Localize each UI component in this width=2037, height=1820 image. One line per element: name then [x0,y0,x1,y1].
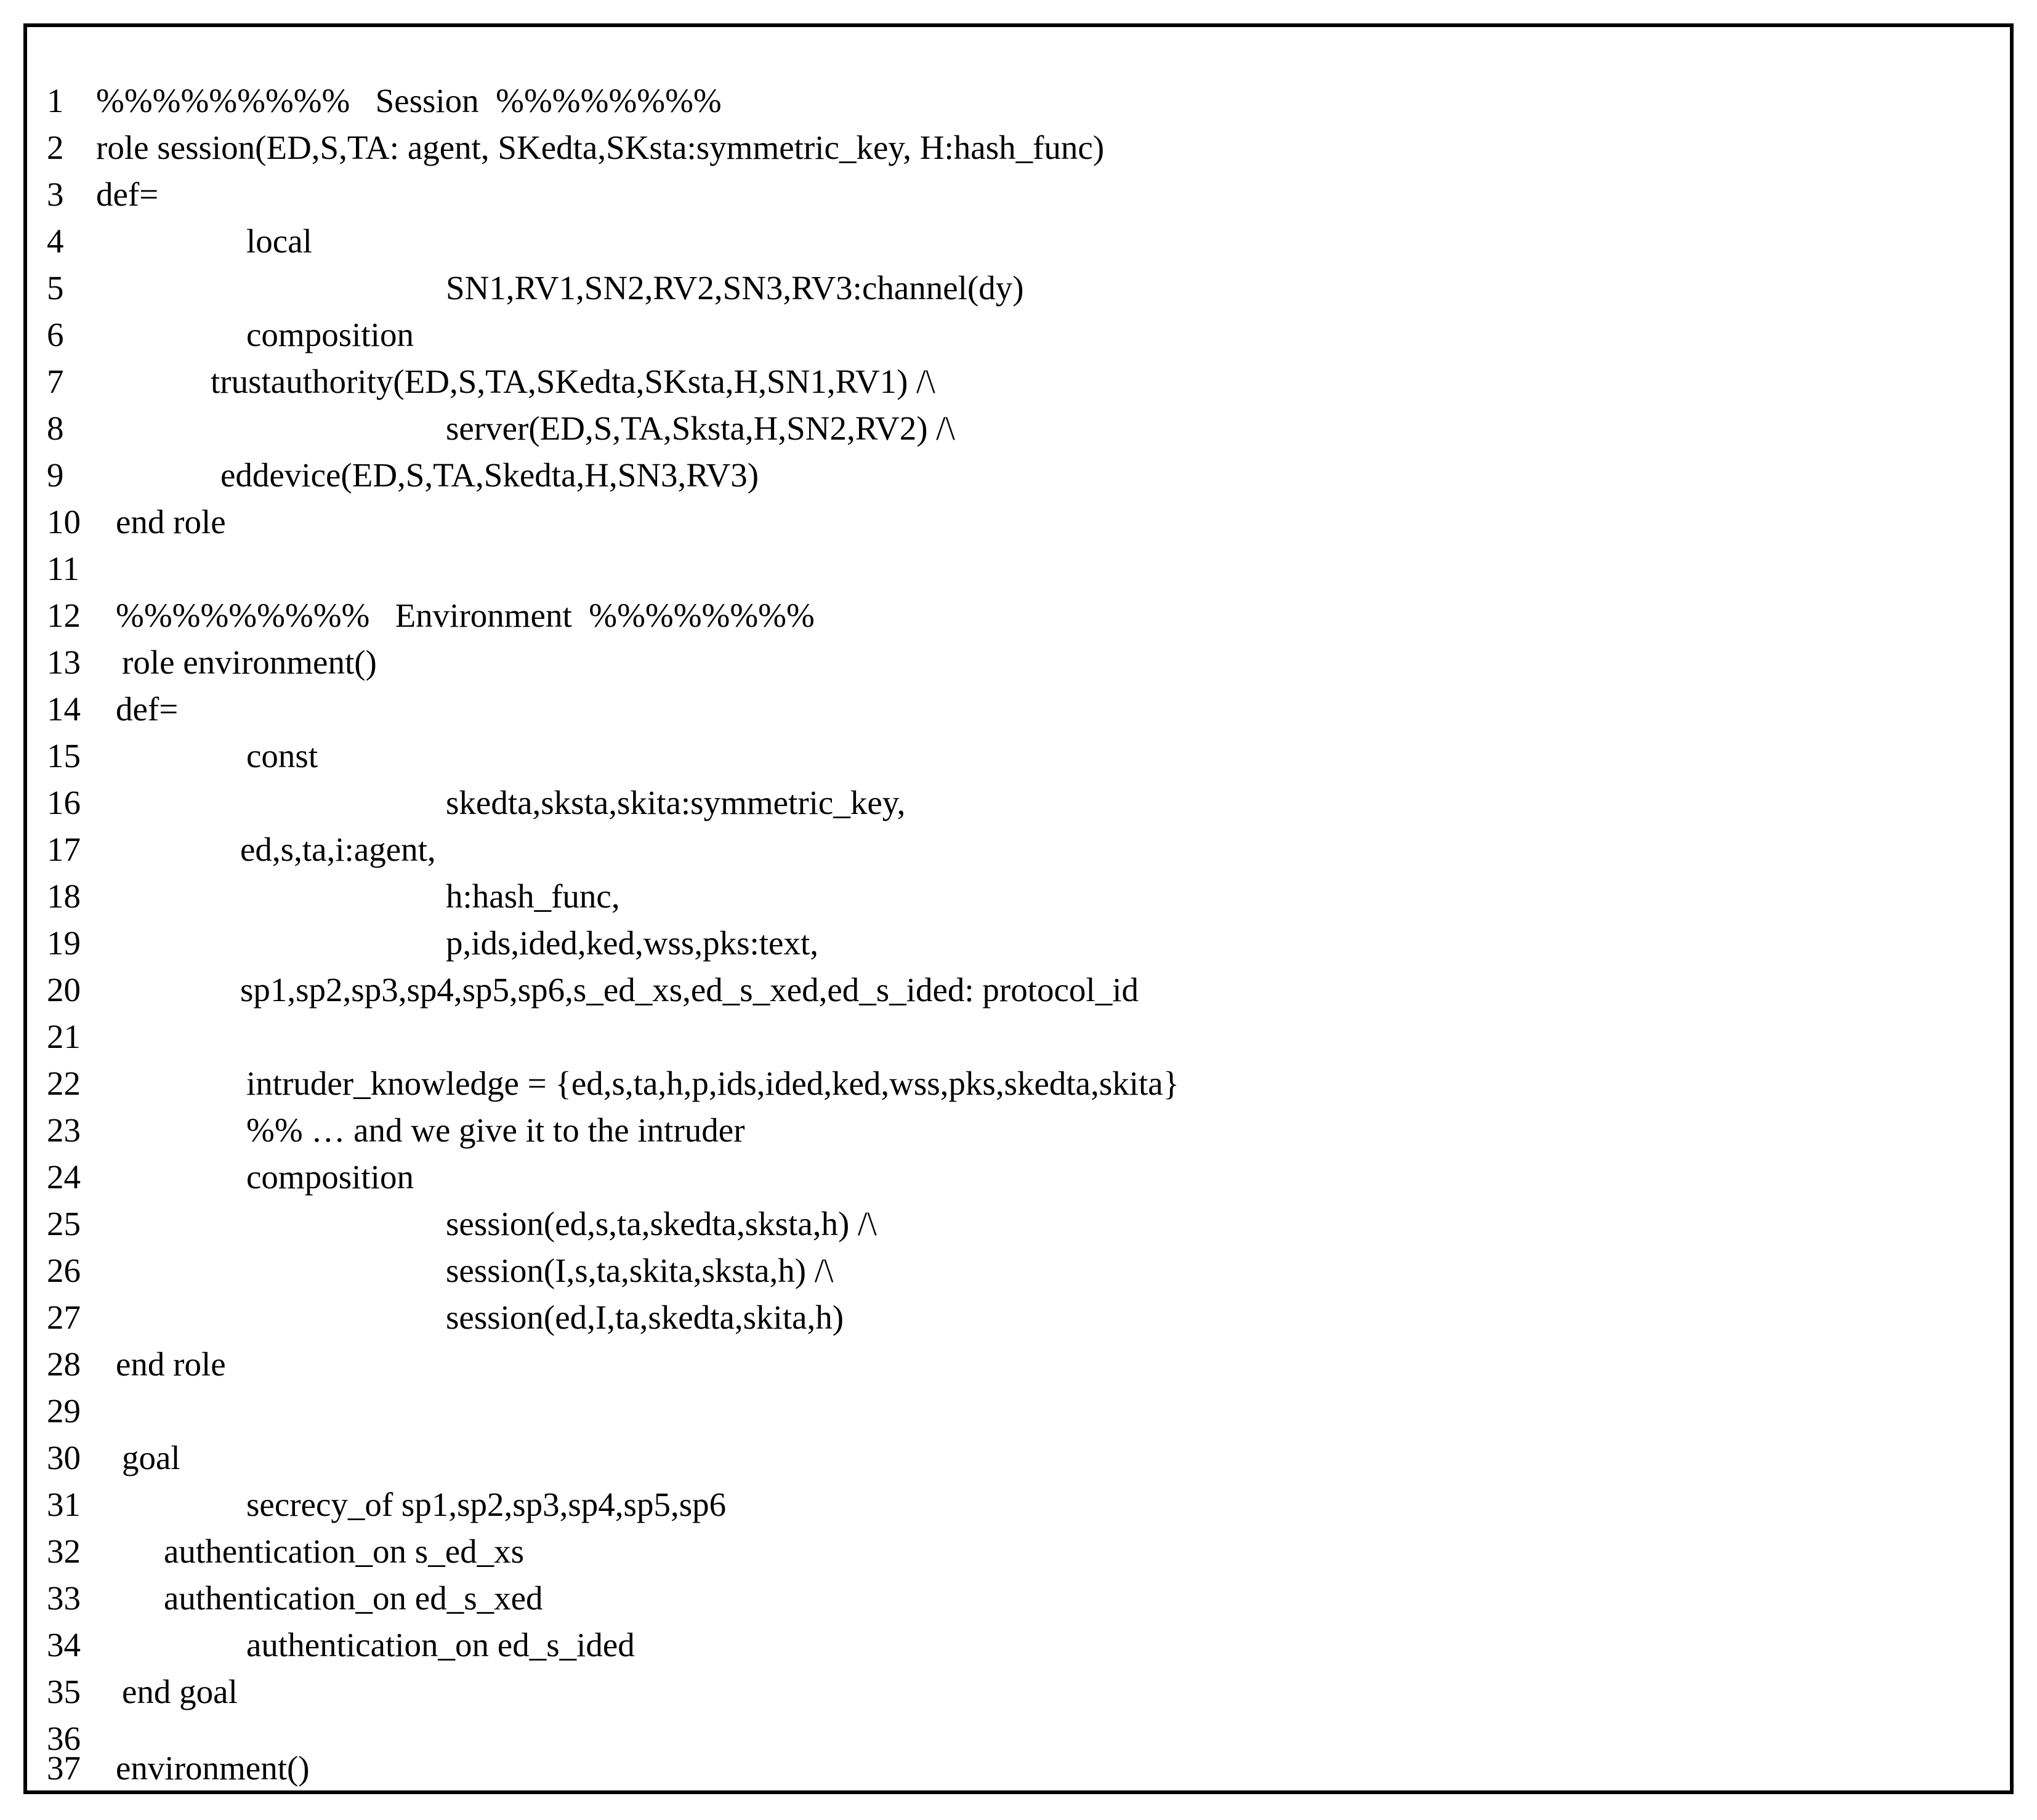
code-line-32 [27,1528,2010,1575]
line-text: SN1,RV1,SN2,RV2,SN3,RV3:channel(dy) [446,269,1024,307]
code-line-9 [27,452,2010,499]
code-line-29 [27,1388,2010,1435]
code-line-35 [27,1669,2010,1715]
code-line-6 [27,312,2010,358]
line-text: ed,s,ta,i:agent, [240,831,436,868]
line-number: 19 [47,924,81,962]
code-line-22 [27,1060,2010,1107]
line-number: 36 [47,1720,81,1757]
code-line-11 [27,546,2010,592]
line-text: def= [116,690,179,728]
code-line-28 [27,1341,2010,1388]
code-line-8 [27,405,2010,452]
line-number: 14 [47,690,81,728]
code-line-1 [27,78,2010,124]
line-text: %%%%%%%%% Environment %%%%%%%% [116,597,815,634]
line-text: end goal [122,1673,238,1710]
line-number: 7 [47,363,64,400]
line-text: secrecy_of sp1,sp2,sp3,sp4,sp5,sp6 [246,1486,727,1523]
line-number: 32 [47,1532,81,1570]
line-text: authentication_on ed_s_xed [164,1579,543,1617]
code-line-4 [27,218,2010,265]
code-line-37 [27,1745,2010,1792]
code-line-21 [27,1013,2010,1060]
code-line-13 [27,639,2010,686]
line-text: composition [246,1158,414,1196]
line-text: intruder_knowledge = {ed,s,ta,h,p,ids,ided,ked,wss,pks,skedta,skita} [246,1065,1180,1102]
code-line-26 [27,1247,2010,1294]
code-line-16 [27,779,2010,826]
line-number: 34 [47,1626,81,1664]
line-number: 15 [47,737,81,775]
line-text: role session(ED,S,TA: agent, SKedta,SKsta:symmetric_key, H:hash_func) [96,129,1105,166]
line-number: 17 [47,831,81,868]
line-text: def= [96,175,159,213]
line-number: 11 [47,550,79,587]
line-number: 9 [47,456,64,494]
line-number: 30 [47,1439,81,1476]
code-line-27 [27,1294,2010,1341]
line-number: 28 [47,1345,81,1383]
line-number: 3 [47,175,64,213]
line-number: 6 [47,316,64,353]
line-text: end role [116,1345,226,1383]
code-line-20 [27,967,2010,1013]
line-number: 8 [47,409,64,447]
code-line-15 [27,733,2010,779]
line-text: eddevice(ED,S,TA,Skedta,H,SN3,RV3) [220,456,759,494]
code-line-3 [27,171,2010,218]
code-line-10 [27,499,2010,546]
line-number: 4 [47,222,64,260]
line-number: 27 [47,1299,81,1336]
code-line-12 [27,592,2010,639]
line-text: %%%%%%%%% Session %%%%%%%% [96,82,722,119]
line-text: %% … and we give it to the intruder [246,1111,745,1149]
line-text: goal [122,1439,180,1476]
line-text: environment() [116,1749,310,1787]
code-line-2 [27,124,2010,171]
line-text: const [246,737,318,775]
line-number: 21 [47,1018,81,1055]
line-number: 2 [47,129,64,166]
line-number: 18 [47,877,81,915]
line-number: 35 [47,1673,81,1710]
line-number: 26 [47,1252,81,1289]
code-line-17 [27,826,2010,873]
code-line-14 [27,686,2010,733]
code-line-19 [27,920,2010,967]
line-number: 33 [47,1579,81,1617]
line-number: 13 [47,643,81,681]
line-number: 10 [47,503,81,541]
line-text: end role [116,503,226,541]
line-number: 22 [47,1065,81,1102]
code-line-33 [27,1575,2010,1622]
line-number: 12 [47,597,81,634]
line-text: skedta,sksta,skita:symmetric_key, [446,784,906,821]
code-line-18 [27,873,2010,920]
line-text: local [246,222,312,260]
line-text: authentication_on ed_s_ided [246,1626,635,1664]
line-text: trustauthority(ED,S,TA,SKedta,SKsta,H,SN1,RV1) /\ [211,363,935,400]
line-number: 31 [47,1486,81,1523]
code-line-5 [27,265,2010,312]
line-text: p,ids,ided,ked,wss,pks:text, [446,924,818,962]
code-line-30 [27,1435,2010,1481]
line-number: 16 [47,784,81,821]
code-line-31 [27,1481,2010,1528]
line-number: 25 [47,1205,81,1242]
line-text: session(ed,s,ta,skedta,sksta,h) /\ [446,1205,877,1242]
line-text: role environment() [122,643,377,681]
code-line-25 [27,1201,2010,1247]
code-line-34 [27,1622,2010,1669]
line-number: 5 [47,269,64,307]
line-text: server(ED,S,TA,Sksta,H,SN2,RV2) /\ [446,409,955,447]
line-text: session(ed,I,ta,skedta,skita,h) [446,1299,844,1336]
line-number: 23 [47,1111,81,1149]
code-line-7 [27,358,2010,405]
code-line-23 [27,1107,2010,1154]
line-number: 1 [47,82,64,119]
line-number: 37 [47,1749,81,1787]
line-number: 29 [47,1392,81,1430]
code-listing-frame [23,23,2014,1794]
line-text: authentication_on s_ed_xs [164,1532,525,1570]
code-line-24 [27,1154,2010,1201]
line-text: session(I,s,ta,skita,sksta,h) /\ [446,1252,834,1289]
line-text: h:hash_func, [446,877,620,915]
line-text: sp1,sp2,sp3,sp4,sp5,sp6,s_ed_xs,ed_s_xed,ed_s_ided: protocol_id [240,971,1139,1009]
line-number: 24 [47,1158,81,1196]
line-text: composition [246,316,414,353]
line-number: 20 [47,971,81,1009]
